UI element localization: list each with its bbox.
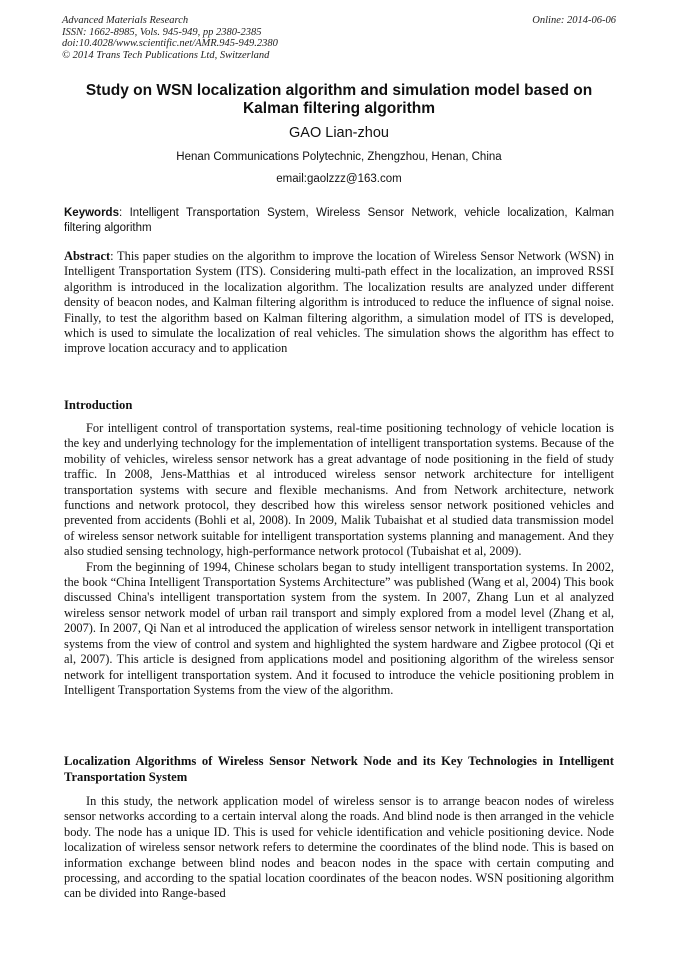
- journal-doi: doi:10.4028/www.scientific.net/AMR.945-949.2380: [62, 38, 278, 50]
- keywords: [64, 206, 614, 236]
- paragraph: For intelligent control of transportation systems, real-time positioning technology of vehicle location is the key and underlying technology for the implementation of intelligent transportation systems. Because of the mobility of vehicles, wireless sensor network has a great advantage of node positioning in the field of study traffic. In 2008, Jens-Matthias et al introduced wireless sensor network architecture for intelligent transportation systems with secure and flexible mechanisms. And from Network architecture, network functions and network protocol, they described how this wireless sensor network positioned vehicles and prevented from accidents (Bohli et al, 2008). In 2009, Malik Tubaishat et al studied data transmission model of wireless sensor network suitable for intelligent transportation systems planning and management. And they also studied sensing technology, high-performance network protocol (Tubaishat et al, 2009).: [64, 421, 614, 559]
- keywords-label: Keywords: [64, 207, 119, 219]
- journal-issn: ISSN: 1662-8985, Vols. 945-949, pp 2380-2385: [62, 26, 262, 38]
- paper-title: Study on WSN localization algorithm and simulation model based on Kalman filtering algorithm: [85, 82, 593, 117]
- journal-copyright: © 2014 Trans Tech Publications Ltd, Switzerland: [62, 49, 270, 61]
- introduction-body: [64, 421, 614, 698]
- online-date: Online: 2014-06-06: [532, 15, 616, 26]
- author-affiliation: Henan Communications Polytechnic, Zhengzhou, Henan, China: [176, 151, 502, 163]
- journal-header: [62, 15, 422, 61]
- abstract-label: Abstract: [64, 249, 111, 263]
- abstract-text: : This paper studies on the algorithm to improve the location of Wireless Sensor Network (WSN) in Intelligent Transportation System (ITS). Considering multi-path effect in the localization, an improved RSSI algorithm is introduced in the localization algorithm. The localization results are analyzed under different density of beacon nodes, and Kalman filtering algorithm is introduced to reduce the influence of signal noise. Finally, to test the algorithm based on Kalman filtering algorithm, a simulation model of ITS is developed, which is used to simulate the localization of real vehicles. The simulation shows the algorithm has effect to improve location accuracy and to application: [64, 249, 614, 356]
- paragraph: From the beginning of 1994, Chinese scholars began to study intelligent transportation systems. In 2002, the book “China Intelligent Transportation Systems Architecture” was published (Wang et al, 2004) This book discussed China's intelligent transportation system from the system. In 2007, Zhang Lun et al analyzed wireless sensor network model of urban rail transport and simply explored from a model level (Zhang et al, 2007). In 2007, Qi Nan et al introduced the application of wireless sensor network in intelligent transportation systems from the view of control and system and highlighted the system hardware and Zigbee protocol (Qi et al, 2007). This article is designed from applications model and positioning algorithm of the wireless sensor network for intelligent transportation system. And it focused to introduce the vehicle positioning problem in Intelligent Transportation Systems from the view of the algorithm.: [64, 559, 614, 697]
- author-name: GAO Lian-zhou: [289, 125, 389, 141]
- abstract: [64, 249, 614, 357]
- localization-body: [64, 794, 614, 902]
- author-email[interactable]: email:gaolzzz@163.com: [276, 173, 402, 185]
- section-heading-introduction: Introduction: [64, 398, 133, 412]
- keywords-text: : Intelligent Transportation System, Wireless Sensor Network, vehicle localization, Kalman filtering algorithm: [64, 207, 614, 234]
- journal-name: Advanced Materials Research: [62, 15, 189, 26]
- paragraph: In this study, the network application model of wireless sensor is to arrange beacon nodes of wireless sensor networks according to a certain interval along the roads. And blind node is then arranged in the vehicle body. The node has a unique ID. This is used for vehicle identification and vehicle positioning device. Node localization of wireless sensor network refers to determine the coordinates of the blind node. This is based on information exchange between blind nodes and beacon nodes in the space with certain computing and processing, and according to the spatial location coordinates of the beacon nodes. WSN positioning algorithm can be divided into Range-based: [64, 794, 614, 901]
- section-heading-localization: Localization Algorithms of Wireless Sensor Network Node and its Key Technologies in Intelligent Transportation System: [64, 754, 614, 784]
